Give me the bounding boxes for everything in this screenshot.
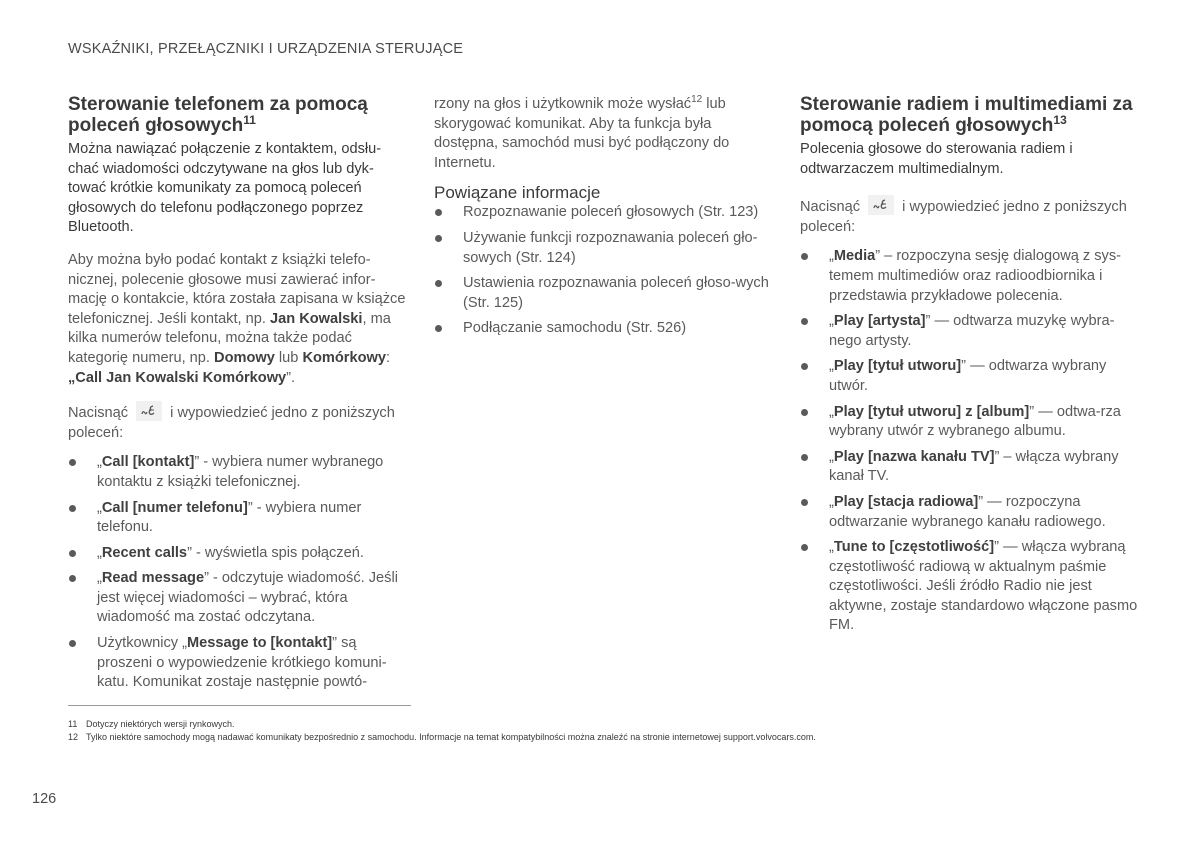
list-item: „Play [tytuł utworu]” — odtwarza wybrany utwór.	[800, 357, 1140, 396]
voice-control-icon	[136, 401, 162, 421]
footnote-ref-13: 13	[1053, 113, 1067, 127]
bullet	[435, 325, 442, 332]
list-item: „Play [stacja radiowa]” — rozpoczyna odtwarzanie wybranego kanału radiowego.	[800, 493, 1140, 532]
list-item: „Call [kontakt]” - wybiera numer wybranego kontaktu z książki telefonicznej.	[68, 453, 408, 492]
bullet	[801, 253, 808, 260]
contact-paragraph: Aby można było podać kontakt z książki telefo-nicznej, polecenie głosowe musi zawierać infor-mację o kontakcie, która została zapisana w książce telefonicznej. Jeśli kontakt, np. Jan Kowalski, ma kilka numerów telefonu, można także podać kategorię numeru, np. Domowy lub Komórkowy: „Call Jan Kowalski Komórkowy”.	[68, 251, 406, 386]
footnote-11: 11 Dotyczy niektórych wersji rynkowych.	[68, 719, 235, 729]
list-item: „Play [artysta]” — odtwarza muzykę wybra-nego artysty.	[800, 312, 1140, 351]
section-heading-phone: Sterowanie telefonem za pomocą poleceń głosowych$^{11}$	[68, 94, 368, 136]
footnotes	[68, 718, 816, 744]
related-info-list	[434, 203, 774, 339]
lead-paragraph: Polecenia głosowe do sterowania radiem i odtwarzaczem multimedialnym.	[800, 141, 1073, 177]
bullet	[69, 575, 76, 582]
press-instruction: Nacisnąć i wypowiedzieć jedno z poniższych poleceń:	[68, 401, 408, 443]
section-heading-radio: Sterowanie radiem i multimediami za pomocą poleceń głosowych$^{13}$	[800, 94, 1133, 136]
bullet	[801, 409, 808, 416]
related-link[interactable]: Podłączanie samochodu (Str. 526)	[434, 319, 774, 339]
column-phone-voice	[68, 94, 408, 699]
press-instruction: Nacisnąć i wypowiedzieć jedno z poniższych poleceń:	[800, 195, 1140, 237]
list-item: Użytkownicy „Message to [kontakt]” są proszeni o wypowiedzenie krótkiego komuni-katu. Komunikat zostaje następnie powtó-	[68, 634, 408, 693]
list-item: „Recent calls” - wyświetla spis połączeń.	[68, 544, 408, 564]
bullet	[801, 363, 808, 370]
bullet	[435, 280, 442, 287]
list-item: „Call [numer telefonu]” - wybiera numer telefonu.	[68, 499, 408, 538]
related-link[interactable]: Ustawienia rozpoznawania poleceń głoso-wych (Str. 125)	[434, 274, 774, 313]
bullet	[435, 235, 442, 242]
bullet	[69, 459, 76, 466]
continued-paragraph: rzony na głos i użytkownik może wysłać$^{12}$ lub skorygować komunikat. Aby ta funkcja była dostępna, samochód musi być podłączony do Internetu.	[434, 94, 730, 171]
page-number: 126	[32, 791, 57, 807]
list-item: „Play [tytuł utworu] z [album]” — odtwa-rza wybrany utwór z wybranego albumu.	[800, 403, 1140, 442]
list-item: „Play [nazwa kanału TV]” – włącza wybrany kanał TV.	[800, 448, 1140, 487]
phone-command-list	[68, 453, 408, 693]
lead-paragraph: Można nawiązać połączenie z kontaktem, odsłu-chać wiadomości odczytywane na głos lub dyk-tować krótkie komunikaty za pomocą poleceń głosowych do telefonu podłączonego poprzez Bluetooth.	[68, 141, 382, 236]
related-link[interactable]: Używanie funkcji rozpoznawania poleceń gło-sowych (Str. 124)	[434, 229, 774, 268]
list-item: „Media” – rozpoczyna sesję dialogową z sys-temem multimediów oraz radioodbiornika i przedstawia przykładowe polecenia.	[800, 247, 1140, 306]
page-header: WSKAŹNIKI, PRZEŁĄCZNIKI I URZĄDZENIA STERUJĄCE	[68, 41, 464, 57]
column-radio-voice	[800, 94, 1140, 642]
footnote-12: 12 Tylko niektóre samochody mogą nadawać komunikaty bezpośrednio z samochodu. Informacje na temat kompatybilności można znaleźć na stronie internetowej support.volvocars.com.	[68, 732, 816, 742]
bullet	[801, 318, 808, 325]
footnote-ref-12: 12	[691, 94, 703, 105]
bullet	[69, 640, 76, 647]
bullet	[69, 505, 76, 512]
bullet	[435, 209, 442, 216]
radio-command-list	[800, 247, 1140, 636]
voice-control-icon	[868, 195, 894, 215]
bullet	[69, 550, 76, 557]
related-info-heading: Powiązane informacje	[434, 183, 601, 203]
bullet	[801, 544, 808, 551]
bullet	[801, 454, 808, 461]
related-link[interactable]: Rozpoznawanie poleceń głosowych (Str. 123)	[434, 203, 774, 223]
column-continued	[434, 95, 774, 345]
list-item: „Tune to [częstotliwość]” — włącza wybraną częstotliwość radiową w aktualnym paśmie częstotliwości. Jeśli źródło Radio nie jest aktywne, zostaje standardowo włączone pasmo FM.	[800, 538, 1140, 636]
list-item: „Read message” - odczytuje wiadomość. Jeśli jest więcej wiadomości – wybrać, która wiadomość ma zostać odczytana.	[68, 569, 408, 628]
bullet	[801, 499, 808, 506]
footnote-divider	[68, 705, 411, 706]
footnote-ref-11: 11	[243, 113, 256, 127]
